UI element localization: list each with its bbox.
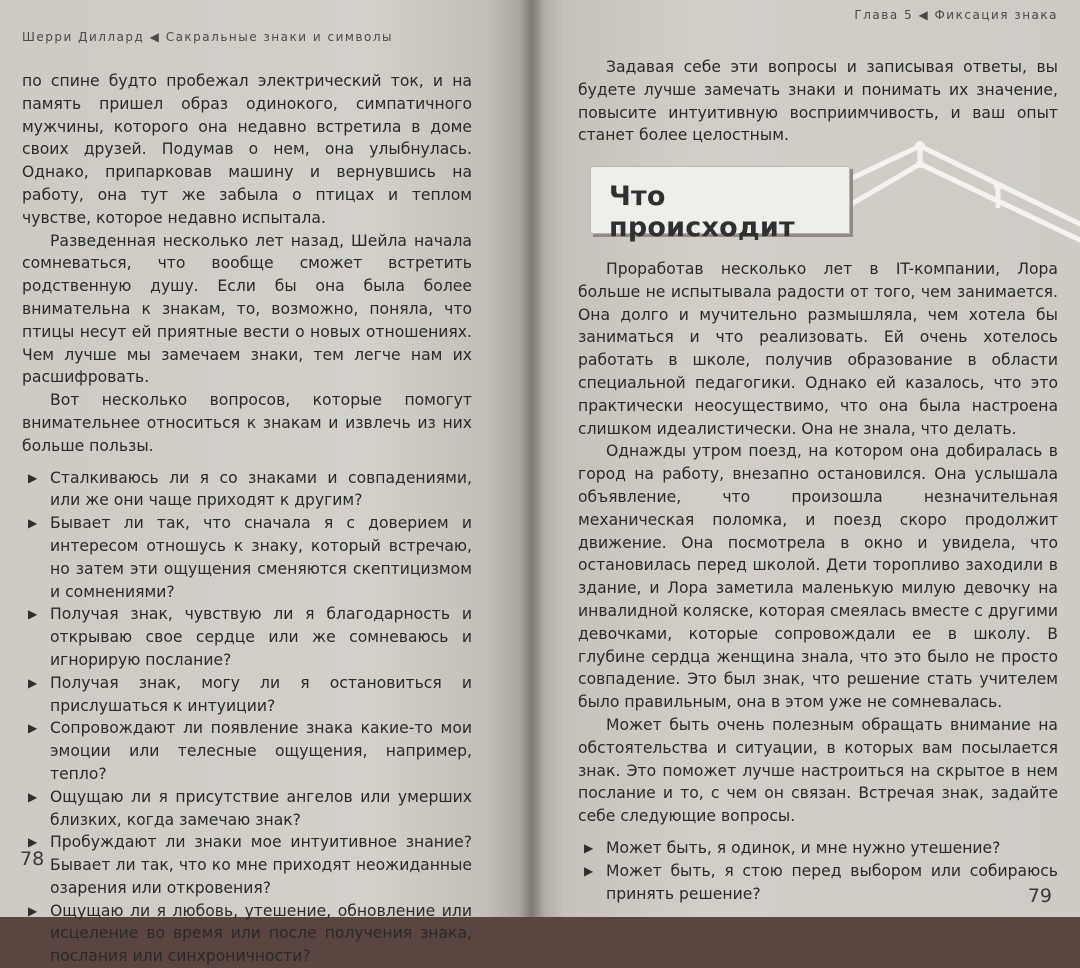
section-heading-box [590,166,850,243]
questions-list-right [578,837,1058,905]
list-item-text: Пробуждают ли знаки мое интуитивное знание? Бывает ли так, что ко мне приходят неожиданные озарения или откровения? [50,833,472,897]
paragraph: Разведенная несколько лет назад, Шейла начала сомневаться, что вообще сможет встретить родственную душу. Если бы она была более внимательна к знакам, то, возможно, поняла, что птицы несут ей приятные вести о новых отношениях. Чем лучше мы замечаем знаки, тем легче нам их расшифровать. [22,231,472,387]
paragraph: Задавая себе эти вопросы и записывая ответы, вы будете лучше замечать знаки и понимать их значение, повысите интуитивную восприимчивость, и ваш опыт станет более целостным. [578,58,1058,145]
list-item-text: Ощущаю ли я присутствие ангелов или умерших близких, когда замечаю знак? [50,787,472,829]
list-item [22,831,472,899]
bullet-icon: ▶ [28,835,38,850]
right-page-body [578,258,1058,905]
list-item [22,786,472,832]
bullet-icon: ▶ [584,863,594,878]
list-item [22,900,472,968]
list-item [22,512,472,603]
left-page [0,0,532,966]
bullet-icon: ▶ [28,721,38,736]
list-item-text: Может быть, я одинок, и мне нужно утешение? [606,838,1001,857]
paragraph: по спине будто пробежал электрический ток, и на память пришел образ одинокого, симпатичного мужчины, которого она недавно встретила в доме своих друзей. Подумав о нем, она улыбнулась. Однако, припарковав машину и вернувшись на работу, она тут же забыла о птицах и теплом чувстве, которое недавно испытала. [22,72,472,227]
list-item [578,837,1058,860]
page-number-right: 79 [1027,885,1052,907]
list-item [22,603,472,671]
list-item-text: Сопровождают ли появление знака какие-то мои эмоции или телесные ощущения, например, тепло? [50,719,472,783]
left-page-body [22,70,472,968]
paragraph: Может быть очень полезным обращать внимание на обстоятельства и ситуации, в которых вам посылается знак. Это поможет лучше настроиться на скрытое в нем послание и то, с чем он связан. Встречая знак, задайте себе следующие вопросы. [578,715,1058,826]
bullet-icon: ▶ [28,516,38,531]
bullet-icon: ▶ [28,470,38,485]
list-item [22,717,472,785]
list-item-text: Сталкиваюсь ли я со знаками и совпадениями, или же они чаще приходят к другим? [50,468,472,510]
list-item [578,860,1058,906]
list-item-text: Может быть, я стою перед выбором или собираюсь принять решение? [606,861,1058,903]
list-item-text: Бывает ли так, что сначала я с доверием и интересом отношусь к знаку, который встречаю, но затем эти ощущения сменяются скептицизмом и сомнениями? [50,514,472,601]
section-title: Что происходит [609,181,795,243]
right-page [532,0,1080,917]
list-item-text: Ощущаю ли я любовь, утешение, обновление или исцеление во время или после получения знака, послания или синхроничности? [50,901,472,966]
bullet-icon: ▶ [28,789,38,804]
list-item [22,467,472,513]
list-item-text: Получая знак, могу ли я остановиться и прислушаться к интуиции? [50,673,472,715]
paragraph: Однажды утром поезд, на котором она добиралась в город на работу, внезапно остановился. Она услышала объявление, что произошла незначительная механическая поломка, и поезд скоро продолжит движение. Она посмотрела в окно и увидела, что остановилась перед школой. Дети торопливо заходили в здание, и Лора заметила маленькую милую девочку на инвалидной коляске, которая смеялась вместе с другими девочками, которые сопровождали ее в школу. В глубине сердца женщина знала, что это было не просто совпадение. Это был знак, что решение стать учителем было правильным, она в этом уже не сомневалась. [578,442,1058,712]
decor-lines-icon [848,146,1080,240]
bullet-icon: ▶ [28,903,38,918]
running-head-left: Шерри Диллард ◀ Сакральные знаки и символы [22,30,393,44]
paragraph: Вот несколько вопросов, которые помогут внимательнее относиться к знакам и извлечь из них больше пользы. [22,391,472,455]
bullet-icon: ▶ [584,840,594,855]
section-decoration-lines [848,128,1080,240]
questions-list-left [22,467,472,968]
bullet-icon: ▶ [28,607,38,622]
list-item [22,672,472,718]
running-head-right: Глава 5 ◀ Фиксация знака [854,8,1058,22]
paragraph: Проработав несколько лет в IT-компании, Лора больше не испытывала радости от того, чем занимается. Она долго и мучительно размышляла, чем хотела бы заниматься и что реализовать. Ей очень хотелось работать в школе, получив образование в области специальной педагогики. Однако ей казалось, что это практически неосуществимо, что она была настроена слишком идеалистически. Она не знала, что делать. [578,260,1058,438]
bullet-icon: ▶ [28,675,38,690]
list-item-text: Получая знак, чувствую ли я благодарность и открываю свое сердце или же сомневаюсь и игнорирую послание? [50,605,472,669]
page-number-left: 78 [20,848,45,870]
